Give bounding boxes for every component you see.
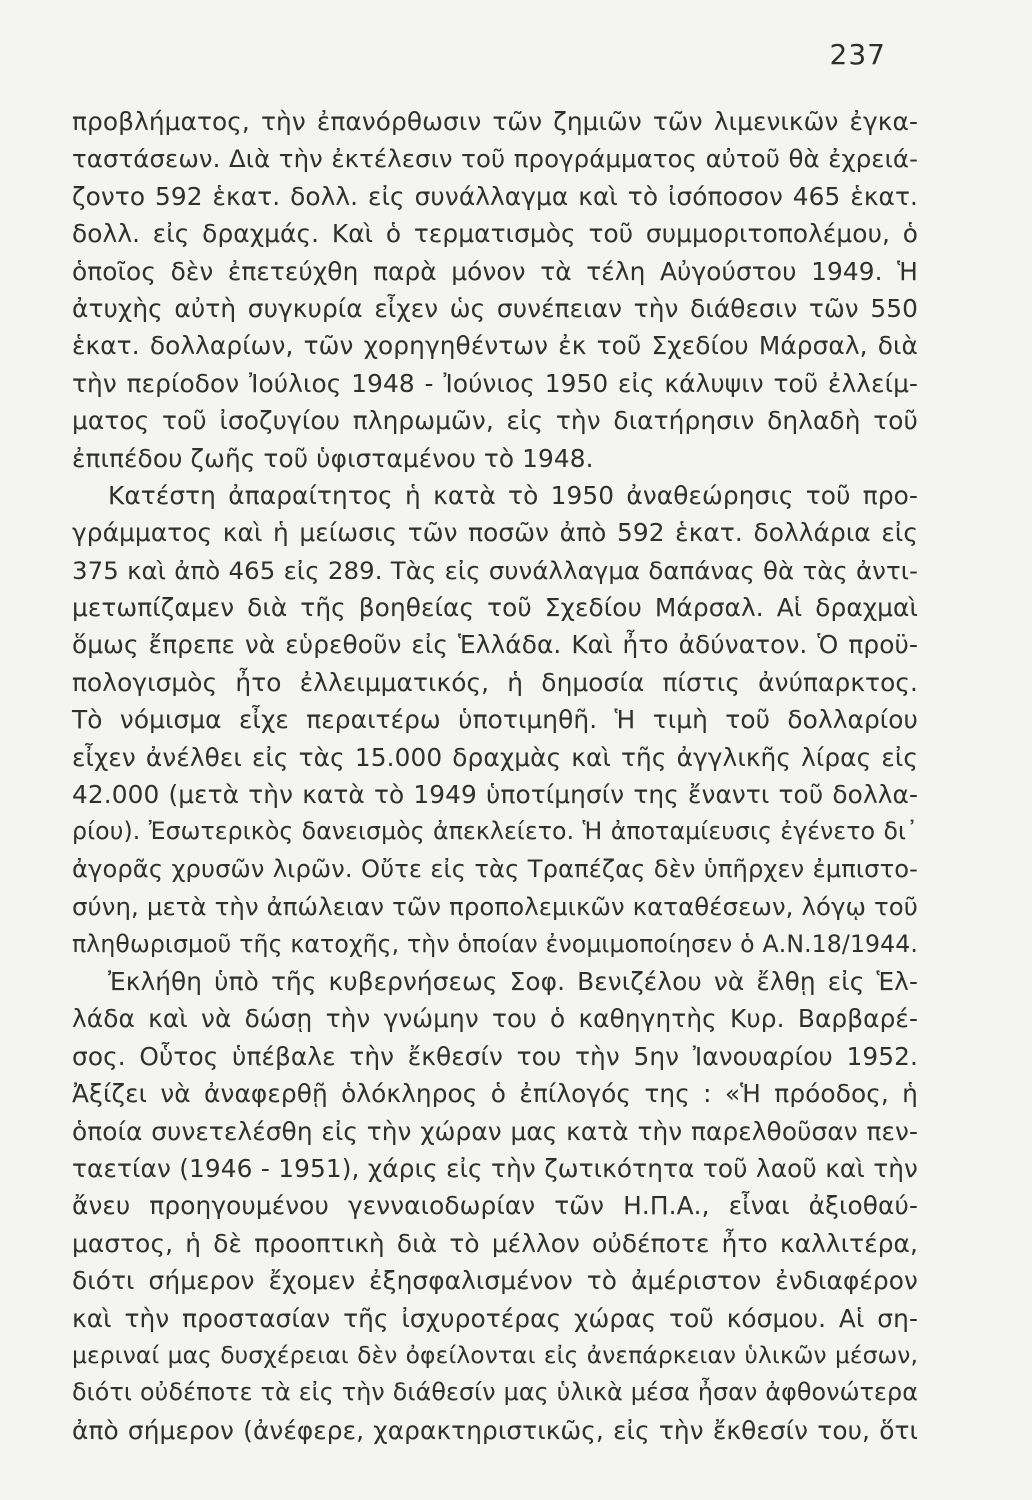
text-line: καὶ τὴν προστασίαν τῆς ἰσχυροτέρας χώρας τοῦ κόσμου. Αἱ ση- <box>72 1303 918 1333</box>
text-line: Τὸ νόμισμα εἶχε περαιτέρω ὑποτιμηθῆ. Ἡ τιμὴ τοῦ δολλαρίου <box>72 705 918 735</box>
text-line: μαστος, ἡ δὲ προοπτικὴ διὰ τὸ μέλλον οὐδέποτε ἦτο καλλιτέρα, <box>72 1228 918 1258</box>
text-line: ἑκατ. δολλαρίων, τῶν χορηγηθέντων ἐκ τοῦ Σχεδίου Μάρσαλ, διὰ <box>72 331 918 361</box>
text-line: ὁποία συνετελέσθη εἰς τὴν χώραν μας κατὰ τὴν παρελθοῦσαν πεν- <box>72 1116 918 1146</box>
text-line: Ἀξίζει νὰ ἀναφερθῇ ὁλόκληρος ὁ ἐπίλογός της : «Ἡ πρόοδος, ἡ <box>72 1079 918 1109</box>
text-line: ἐπιπέδου ζωῆς τοῦ ὑφισταμένου τὸ 1948. <box>72 443 594 473</box>
text-line: ζοντο 592 ἑκατ. δολλ. εἰς συνάλλαγμα καὶ τὸ ἰσόποσον 465 ἑκατ. <box>72 181 918 211</box>
text-line: Ἐκλήθη ὑπὸ τῆς κυβερνήσεως Σοφ. Βενιζέλου νὰ ἔλθῃ εἰς Ἑλ- <box>108 966 918 996</box>
text-line: προβλήματος, τὴν ἐπανόρθωσιν τῶν ζημιῶν τῶν λιμενικῶν ἐγκα- <box>72 107 918 136</box>
page-number: 237 <box>829 38 886 71</box>
text-line: εἶχεν ἀνέλθει εἰς τὰς 15.000 δραχμὰς καὶ τῆς ἀγγλικῆς λίρας εἰς <box>72 742 918 772</box>
text-line: δολλ. εἰς δραχμάς. Καὶ ὁ τερματισμὸς τοῦ συμμοριτοπολέμου, ὁ <box>72 219 918 249</box>
text-line: 375 καὶ ἀπὸ 465 εἰς 289. Τὰς εἰς συνάλλαγμα δαπάνας θὰ τὰς ἀντι- <box>72 555 918 585</box>
text-line: διότι οὐδέποτε τὰ εἰς τὴν διάθεσίν μας ὑλικὰ μέσα ἦσαν ἀφθονώτερα <box>72 1378 918 1407</box>
text-line: ταστάσεων. Διὰ τὴν ἐκτέλεσιν τοῦ προγράμματος αὐτοῦ θὰ ἐχρειά- <box>72 144 918 174</box>
text-line: ἀτυχὴς αὐτὴ συγκυρία εἶχεν ὡς συνέπειαν τὴν διάθεσιν τῶν 550 <box>72 293 918 323</box>
text-line: ταετίαν (1946 - 1951), χάρις εἰς τὴν ζωτικότητα τοῦ λαοῦ καὶ τὴν <box>72 1153 918 1183</box>
text-line: ὅμως ἔπρεπε νὰ εὑρεθοῦν εἰς Ἑλλάδα. Καὶ ἦτο ἀδύνατον. Ὁ προϋ- <box>72 630 918 660</box>
text-line: σος. Οὗτος ὑπέβαλε τὴν ἔκθεσίν του τὴν 5ην Ἰανουαρίου 1952. <box>72 1041 918 1071</box>
text-line: σύνη, μετὰ τὴν ἀπώλειαν τῶν προπολεμικῶν καταθέσεων, λόγῳ τοῦ <box>72 892 918 922</box>
text-line: λάδα καὶ νὰ δώσῃ τὴν γνώμην του ὁ καθηγητὴς Κυρ. Βαρβαρέ- <box>72 1004 918 1034</box>
text-line: ἄνευ προηγουμένου γενναιοδωρίαν τῶν Η.Π.Α., εἶναι ἀξιοθαύ- <box>72 1191 918 1221</box>
text-line: μετωπίζαμεν διὰ τῆς βοηθείας τοῦ Σχεδίου Μάρσαλ. Αἱ δραχμαὶ <box>72 593 918 623</box>
text-line: ρίου). Ἐσωτερικὸς δανεισμὸς ἀπεκλείετο. Ἡ ἀποταμίευσις ἐγένετο δι᾽ <box>72 817 918 846</box>
text-line: ἀπὸ σήμερον (ἀνέφερε, χαρακτηριστικῶς, εἰς τὴν ἔκθεσίν του, ὅτι <box>72 1415 918 1445</box>
text-line: μεριναί μας δυσχέρειαι δὲν ὀφείλονται εἰς ἀνεπάρκειαν ὑλικῶν μέσων, <box>72 1340 918 1369</box>
text-line: ἀγορᾶς χρυσῶν λιρῶν. Οὔτε εἰς τὰς Τραπέζας δὲν ὑπῆρχεν ἐμπιστο- <box>72 854 918 883</box>
text-line: ὁποῖος δὲν ἐπετεύχθη παρὰ μόνον τὰ τέλη Αὐγούστου 1949. Ἡ <box>72 256 918 286</box>
text-line: πολογισμὸς ἦτο ἐλλειμματικός, ἡ δημοσία πίστις ἀνύπαρκτος. <box>72 667 918 697</box>
text-line: ματος τοῦ ἰσοζυγίου πληρωμῶν, εἰς τὴν διατήρησιν δηλαδὴ τοῦ <box>72 406 918 436</box>
text-line: διότι σήμερον ἔχομεν ἐξησφαλισμένον τὸ ἀμέριστον ἐνδιαφέρον <box>72 1266 918 1296</box>
text-line: Κατέστη ἀπαραίτητος ἡ κατὰ τὸ 1950 ἀναθεώρησις τοῦ προ- <box>108 480 918 510</box>
text-line: γράμματος καὶ ἡ μείωσις τῶν ποσῶν ἀπὸ 592 ἑκατ. δολλάρια εἰς <box>72 518 918 548</box>
text-line: πληθωρισμοῦ τῆς κατοχῆς, τὴν ὁποίαν ἐνομιμοποίησεν ὁ Α.Ν.18/1944. <box>72 929 918 958</box>
body-text <box>72 103 918 1449</box>
text-line: τὴν περίοδον Ἰούλιος 1948 - Ἰούνιος 1950 εἰς κάλυψιν τοῦ ἐλλείμ- <box>72 368 918 398</box>
text-line: 42.000 (μετὰ τὴν κατὰ τὸ 1949 ὑποτίμησίν της ἔναντι τοῦ δολλα- <box>72 780 918 810</box>
